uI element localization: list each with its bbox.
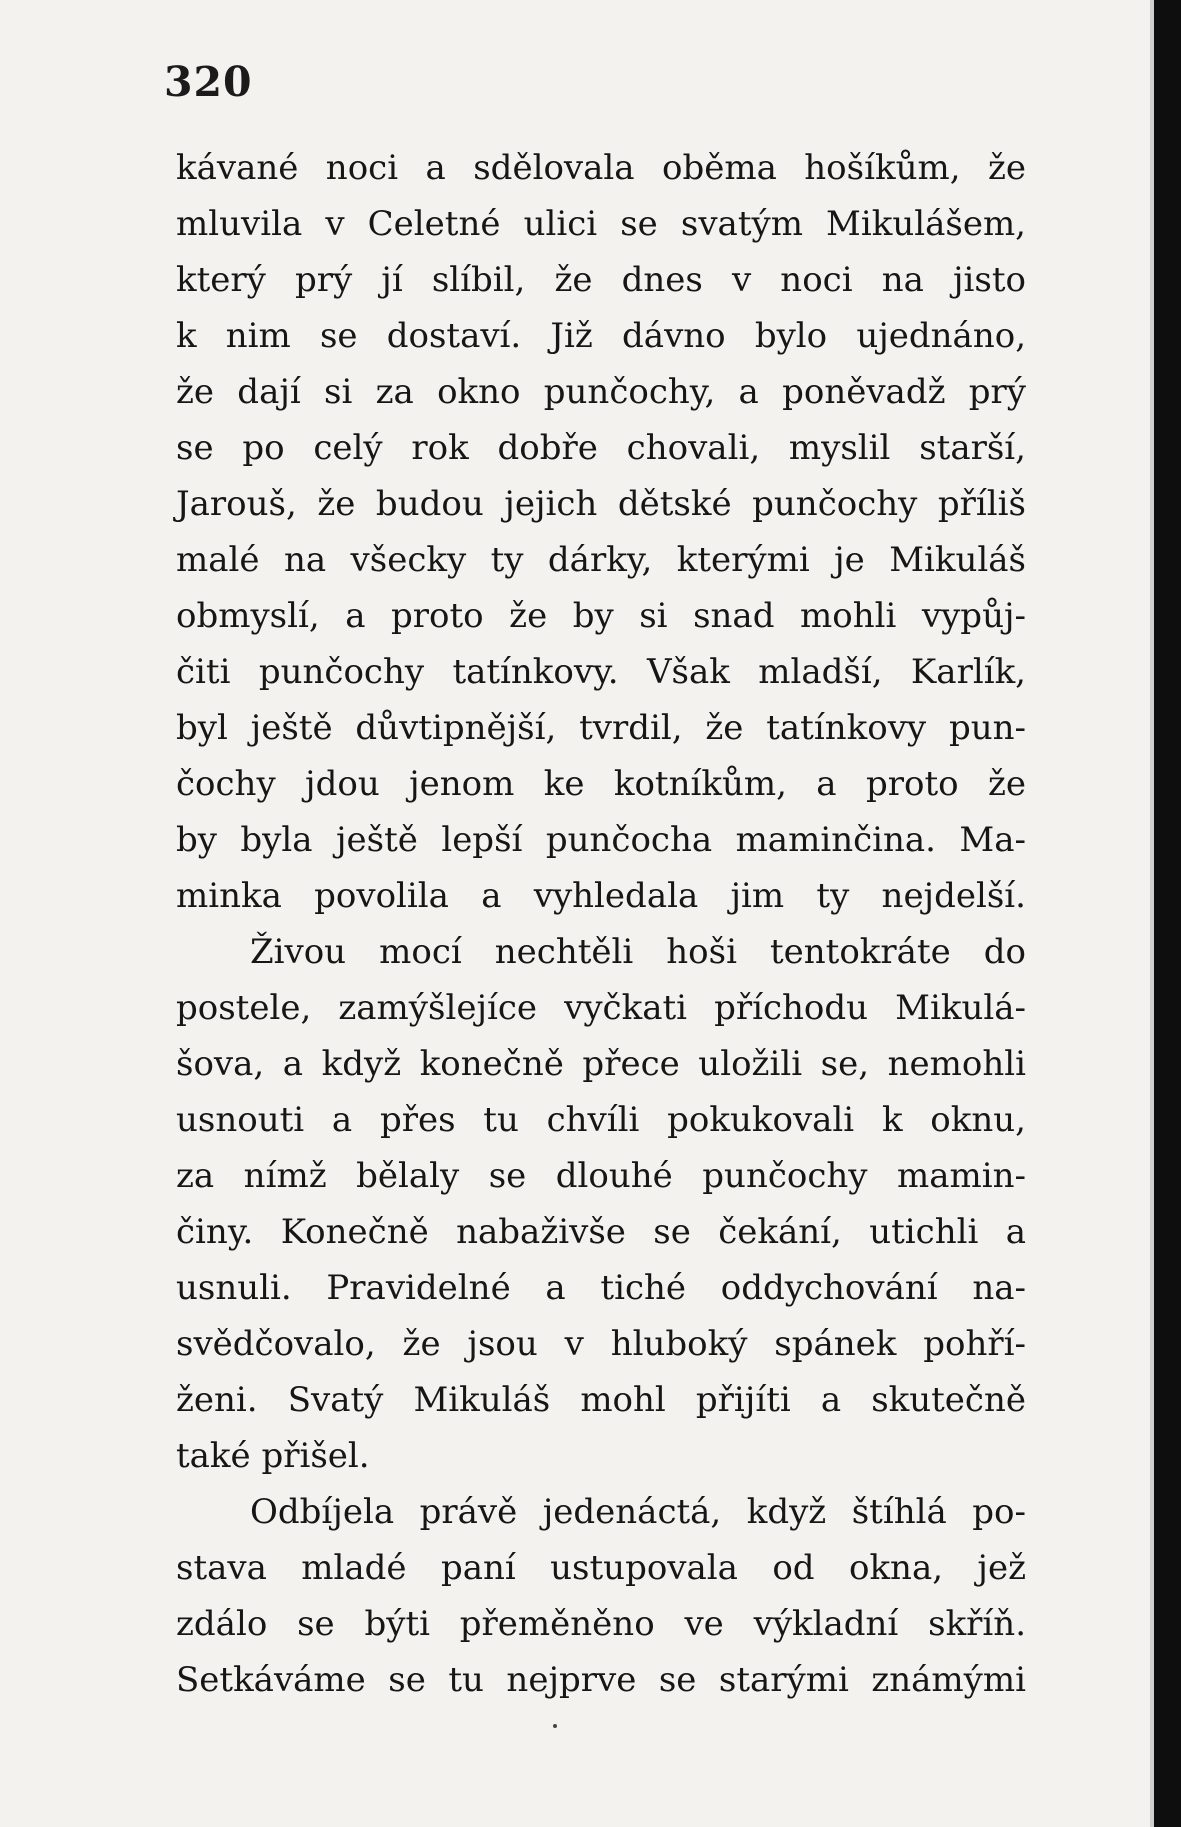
body-text bbox=[176, 140, 1026, 1708]
text-line: Živou mocí nechtěli hoši tentokráte do bbox=[250, 932, 1026, 972]
text-line: mluvila v Celetné ulici se svatým Mikulášem, bbox=[176, 204, 1026, 244]
text-line: Odbíjela právě jedenáctá, když štíhlá po- bbox=[250, 1492, 1026, 1532]
text-line: čochy jdou jenom ke kotníkům, a proto že bbox=[176, 764, 1026, 804]
print-speck bbox=[553, 1724, 557, 1728]
text-line: Setkáváme se tu nejprve se starými známými bbox=[176, 1660, 1026, 1700]
text-line: minka povolila a vyhledala jim ty nejdelší. bbox=[176, 876, 1026, 916]
page-edge-border bbox=[1150, 0, 1154, 1827]
text-line: čiti punčochy tatínkovy. Však mladší, Karlík, bbox=[176, 652, 1026, 692]
text-line: kávané noci a sdělovala oběma hošíkům, že bbox=[176, 148, 1026, 188]
page-edge-shadow bbox=[1150, 0, 1181, 1827]
text-line: činy. Konečně nabaživše se čekání, utichli a bbox=[176, 1212, 1026, 1252]
text-line: ženi. Svatý Mikuláš mohl přijíti a skutečně bbox=[176, 1380, 1026, 1420]
text-line: za nímž bělaly se dlouhé punčochy mamin- bbox=[176, 1156, 1026, 1196]
text-line: malé na všecky ty dárky, kterými je Mikuláš bbox=[176, 540, 1026, 580]
text-line: usnuli. Pravidelné a tiché oddychování na- bbox=[176, 1268, 1026, 1308]
text-line: také přišel. bbox=[176, 1436, 370, 1476]
text-line: k nim se dostaví. Již dávno bylo ujednáno, bbox=[176, 316, 1026, 356]
text-line: Jarouš, že budou jejich dětské punčochy příliš bbox=[176, 484, 1026, 524]
text-line: usnouti a přes tu chvíli pokukovali k oknu, bbox=[176, 1100, 1026, 1140]
text-line: svědčovalo, že jsou v hluboký spánek pohří- bbox=[176, 1324, 1026, 1364]
text-line: obmyslí, a proto že by si snad mohli vypůj- bbox=[176, 596, 1026, 636]
text-line: zdálo se býti přeměněno ve výkladní skříň. bbox=[176, 1604, 1026, 1644]
text-line: že dají si za okno punčochy, a poněvadž prý bbox=[176, 372, 1026, 412]
text-line: postele, zamýšlejíce vyčkati příchodu Mikulá- bbox=[176, 988, 1026, 1028]
text-line: se po celý rok dobře chovali, myslil starší, bbox=[176, 428, 1026, 468]
page-number: 320 bbox=[164, 58, 253, 106]
text-line: který prý jí slíbil, že dnes v noci na jisto bbox=[176, 260, 1026, 300]
text-line: šova, a když konečně přece uložili se, nemohli bbox=[176, 1044, 1026, 1084]
text-line: byl ještě důvtipnější, tvrdil, že tatínkovy pun- bbox=[176, 708, 1026, 748]
text-line: stava mladé paní ustupovala od okna, jež bbox=[176, 1548, 1026, 1588]
text-line: by byla ještě lepší punčocha maminčina. Ma- bbox=[176, 820, 1026, 860]
